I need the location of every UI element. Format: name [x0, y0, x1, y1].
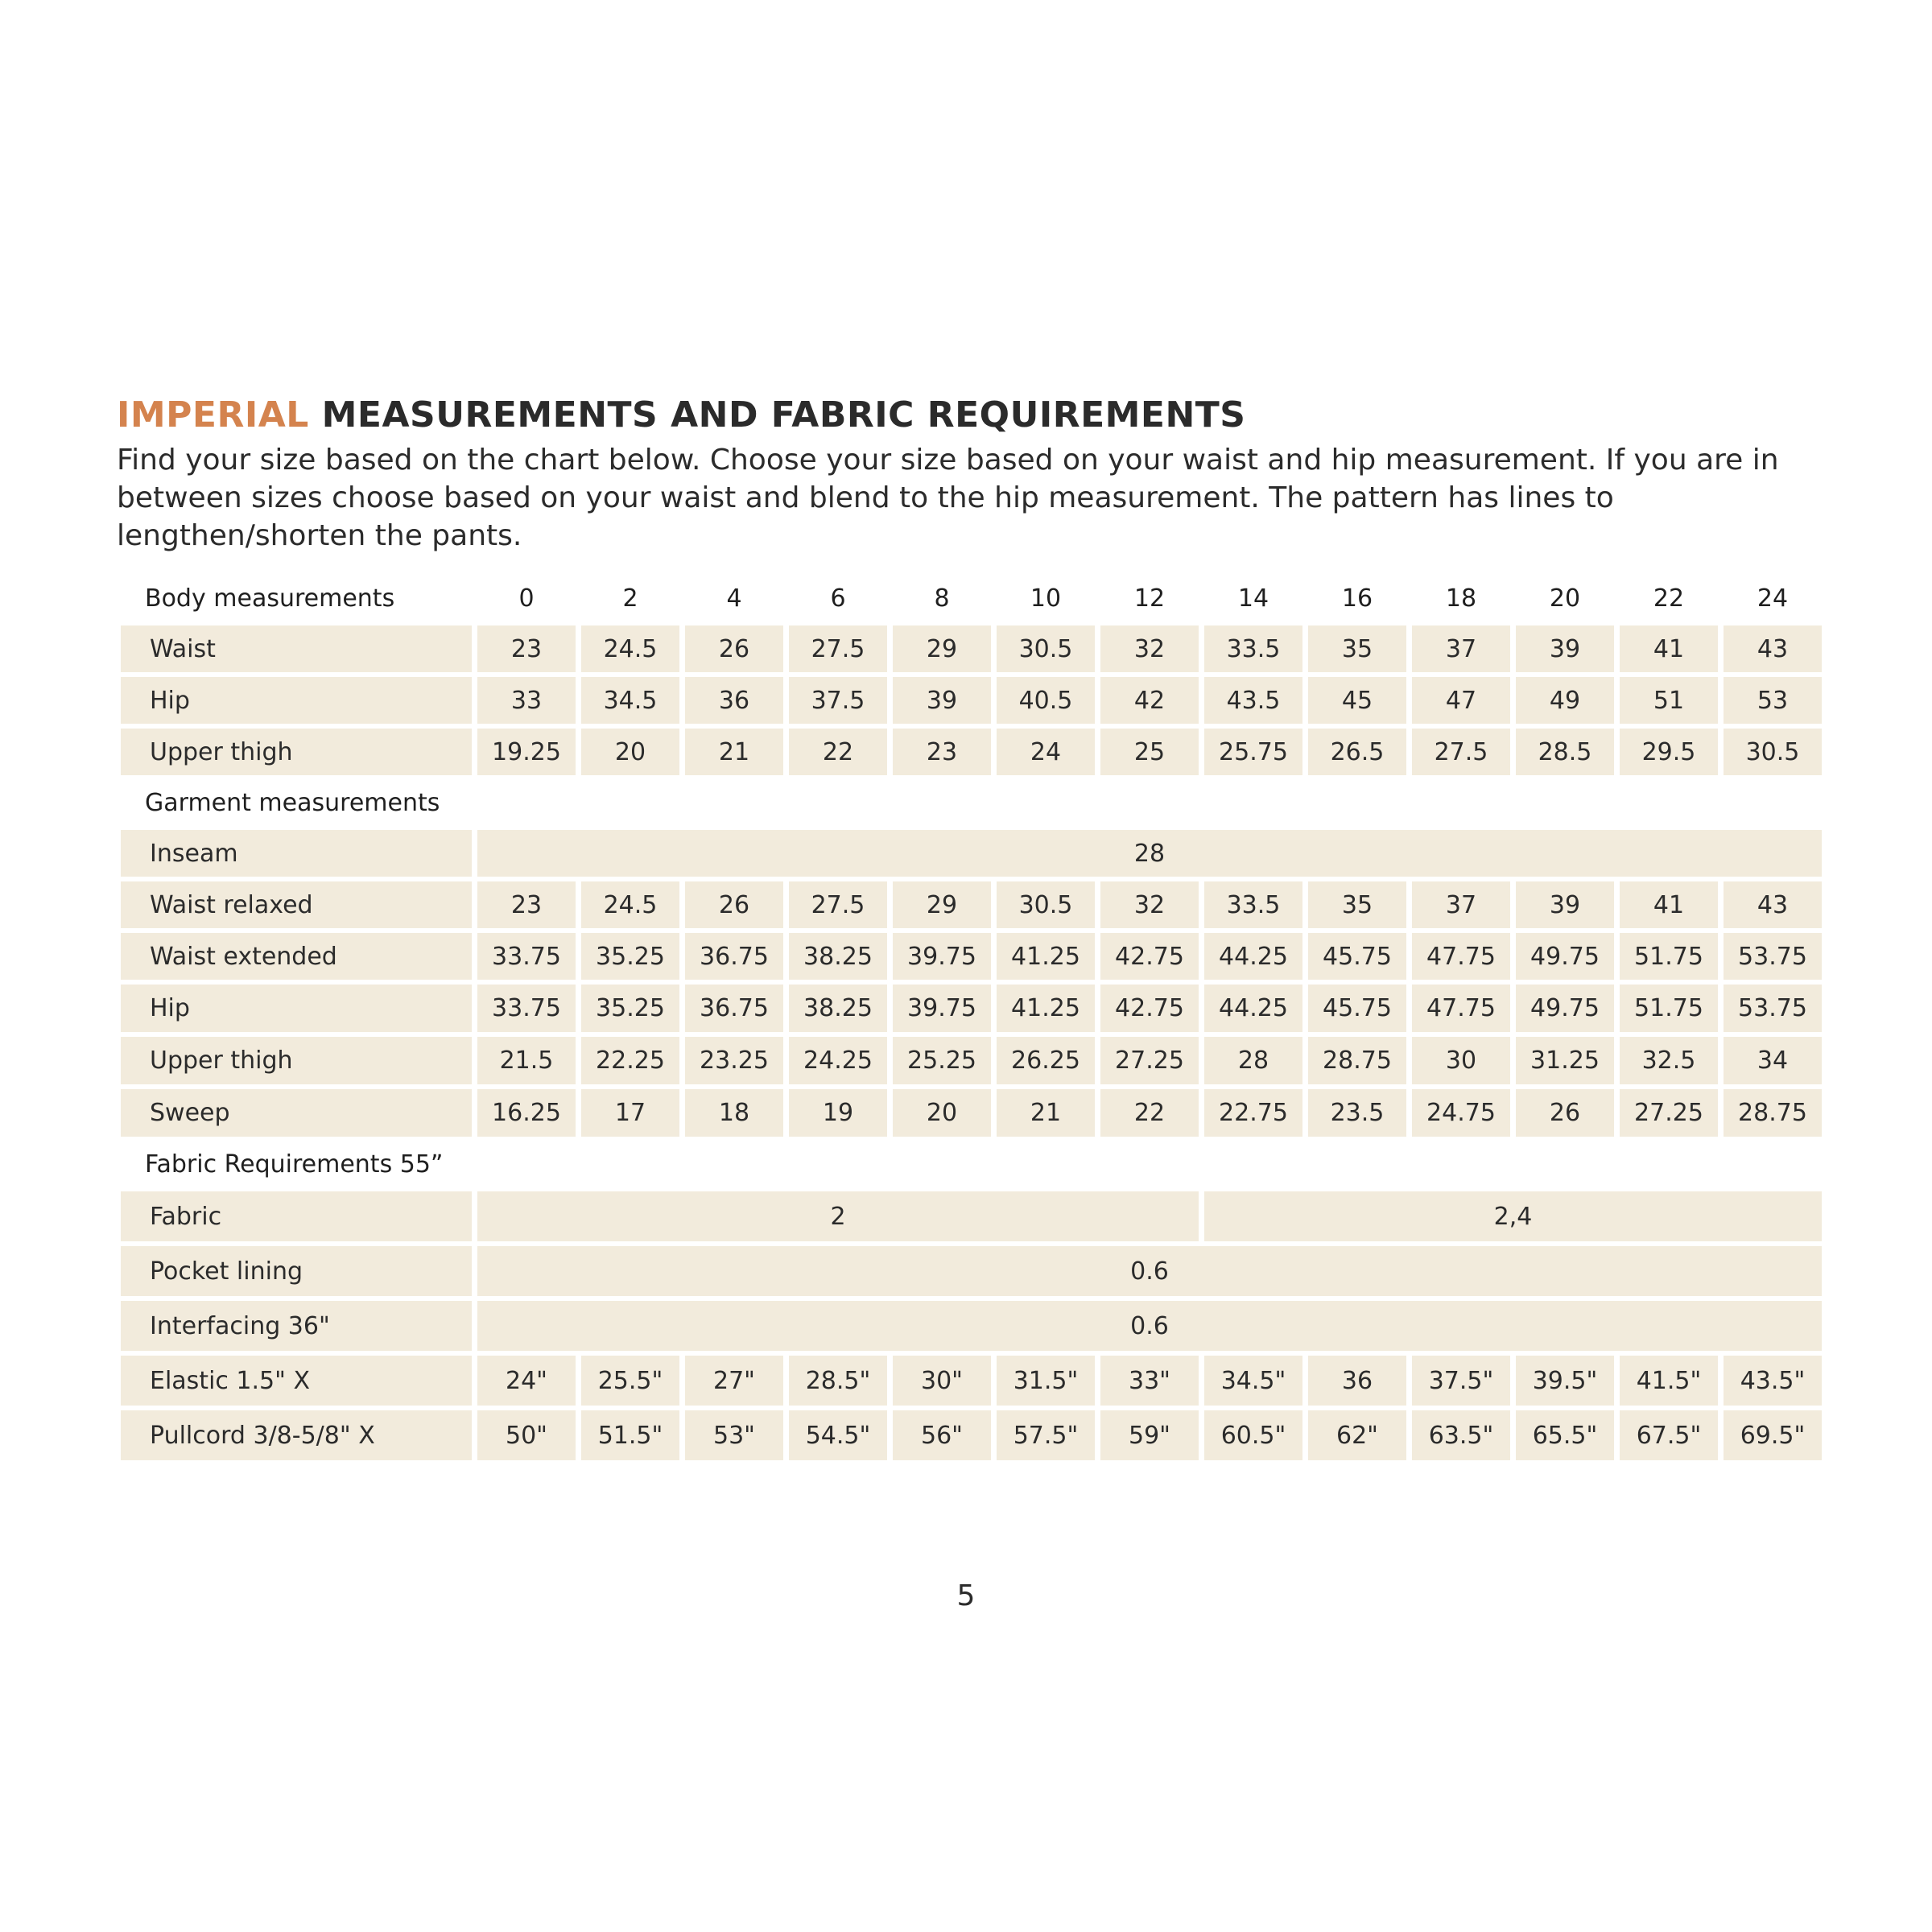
- table-cell: 51.5": [581, 1410, 679, 1460]
- table-cell: 23.5: [1308, 1089, 1406, 1137]
- table-cell: 43: [1724, 881, 1822, 928]
- table-cell: 43.5": [1724, 1356, 1822, 1406]
- table-cell: 47.75: [1412, 933, 1510, 980]
- section-title-fabric: Fabric Requirements 55”: [145, 1150, 444, 1179]
- table-cell: 33": [1100, 1356, 1199, 1406]
- table-cell: 36: [685, 677, 783, 724]
- heading-rest: MEASUREMENTS AND FABRIC REQUIREMENTS: [308, 394, 1246, 436]
- table-cell: 69.5": [1724, 1410, 1822, 1460]
- section-title-body: Body measurements: [145, 584, 395, 613]
- table-cell: 51: [1620, 677, 1718, 724]
- table-cell: 53: [1724, 677, 1822, 724]
- heading-accent: IMPERIAL: [117, 394, 309, 436]
- table-cell: 45: [1308, 677, 1406, 724]
- table-cell: 26: [685, 625, 783, 672]
- table-cell: 41.25: [997, 985, 1095, 1032]
- table-cell-span: 2,4: [1204, 1191, 1822, 1241]
- row-label: Hip: [121, 985, 472, 1032]
- table-cell: 25.5": [581, 1356, 679, 1406]
- page-heading: [117, 394, 1246, 436]
- table-cell-span: 0.6: [477, 1301, 1822, 1351]
- row-label: Inseam: [121, 830, 472, 877]
- table-cell: 36.75: [685, 933, 783, 980]
- table-cell: 28: [1204, 1037, 1302, 1084]
- table-cell: 47.75: [1412, 985, 1510, 1032]
- table-cell: 35.25: [581, 933, 679, 980]
- table-cell: 44.25: [1204, 985, 1302, 1032]
- table-cell: 23: [893, 729, 991, 775]
- table-cell: 25: [1100, 729, 1199, 775]
- row-label: Upper thigh: [121, 1037, 472, 1084]
- table-cell: 57.5": [997, 1410, 1095, 1460]
- row-label: Waist: [121, 625, 472, 672]
- row-label: Sweep: [121, 1089, 472, 1137]
- table-cell: 28.5": [789, 1356, 887, 1406]
- table-cell: 22: [789, 729, 887, 775]
- size-header-0: 0: [518, 584, 535, 613]
- table-cell: 30.5: [1724, 729, 1822, 775]
- table-cell: 33.75: [477, 985, 576, 1032]
- table-cell: 27.5: [1412, 729, 1510, 775]
- table-cell: 37: [1412, 625, 1510, 672]
- table-cell: 41.5": [1620, 1356, 1718, 1406]
- table-cell: 22.25: [581, 1037, 679, 1084]
- row-label: Waist relaxed: [121, 881, 472, 928]
- table-cell: 42: [1100, 677, 1199, 724]
- table-cell: 16.25: [477, 1089, 576, 1137]
- table-cell: 28.75: [1724, 1089, 1822, 1137]
- table-cell: 23: [477, 625, 576, 672]
- table-cell: 22.75: [1204, 1089, 1302, 1137]
- table-cell: 27.5: [789, 625, 887, 672]
- table-cell: 50": [477, 1410, 576, 1460]
- table-cell: 49: [1516, 677, 1614, 724]
- table-cell: 20: [893, 1089, 991, 1137]
- table-cell: 27": [685, 1356, 783, 1406]
- table-cell: 32.5: [1620, 1037, 1718, 1084]
- table-cell: 39.75: [893, 933, 991, 980]
- table-cell: 53.75: [1724, 933, 1822, 980]
- table-cell: 25.25: [893, 1037, 991, 1084]
- table-cell: 21: [997, 1089, 1095, 1137]
- table-cell: 34: [1724, 1037, 1822, 1084]
- table-cell: 23: [477, 881, 576, 928]
- table-cell: 53": [685, 1410, 783, 1460]
- table-cell: 24.5: [581, 625, 679, 672]
- table-cell: 23.25: [685, 1037, 783, 1084]
- table-cell: 60.5": [1204, 1410, 1302, 1460]
- intro-text: Find your size based on the chart below. Choose your size based on your waist and hip measurement. If you are in between sizes choose based on your waist and blend to the hip measurement. The pattern has lines to lengthen/shorten the pants.: [117, 444, 1779, 552]
- table-cell: 35: [1308, 625, 1406, 672]
- table-cell: 24.5: [581, 881, 679, 928]
- table-cell: 34.5": [1204, 1356, 1302, 1406]
- table-cell: 29: [893, 881, 991, 928]
- size-header-12: 12: [1133, 584, 1166, 613]
- table-cell: 38.25: [789, 985, 887, 1032]
- table-cell: 41.25: [997, 933, 1095, 980]
- table-cell: 19.25: [477, 729, 576, 775]
- table-cell: 39: [1516, 881, 1614, 928]
- table-cell: 45.75: [1308, 933, 1406, 980]
- size-header-20: 20: [1549, 584, 1581, 613]
- table-cell: 44.25: [1204, 933, 1302, 980]
- table-cell: 30.5: [997, 881, 1095, 928]
- row-label: Upper thigh: [121, 729, 472, 775]
- table-cell: 49.75: [1516, 933, 1614, 980]
- table-cell: 20: [581, 729, 679, 775]
- table-cell: 62": [1308, 1410, 1406, 1460]
- table-cell: 59": [1100, 1410, 1199, 1460]
- section-title-garment: Garment measurements: [145, 788, 440, 817]
- table-cell: 22: [1100, 1089, 1199, 1137]
- table-cell: 39: [893, 677, 991, 724]
- table-cell: 24.25: [789, 1037, 887, 1084]
- table-cell: 42.75: [1100, 985, 1199, 1032]
- table-cell: 36: [1308, 1356, 1406, 1406]
- table-cell: 29: [893, 625, 991, 672]
- table-cell: 26.25: [997, 1037, 1095, 1084]
- size-header-22: 22: [1653, 584, 1685, 613]
- table-cell: 28.5: [1516, 729, 1614, 775]
- table-cell: 27.25: [1100, 1037, 1199, 1084]
- table-cell: 26.5: [1308, 729, 1406, 775]
- table-cell: 37.5: [789, 677, 887, 724]
- row-label: Interfacing 36": [121, 1301, 472, 1351]
- table-cell: 30.5: [997, 625, 1095, 672]
- table-cell: 29.5: [1620, 729, 1718, 775]
- table-cell: 51.75: [1620, 985, 1718, 1032]
- size-header-24: 24: [1757, 584, 1789, 613]
- table-cell: 41: [1620, 881, 1718, 928]
- table-cell: 33.5: [1204, 881, 1302, 928]
- table-cell: 39: [1516, 625, 1614, 672]
- table-cell: 67.5": [1620, 1410, 1718, 1460]
- table-cell: 27.5: [789, 881, 887, 928]
- table-cell: 54.5": [789, 1410, 887, 1460]
- size-header-14: 14: [1237, 584, 1269, 613]
- table-cell: 30": [893, 1356, 991, 1406]
- size-header-10: 10: [1030, 584, 1062, 613]
- table-cell: 42.75: [1100, 933, 1199, 980]
- row-label: Hip: [121, 677, 472, 724]
- table-cell: 32: [1100, 625, 1199, 672]
- table-cell: 24: [997, 729, 1095, 775]
- size-header-16: 16: [1341, 584, 1373, 613]
- table-cell: 25.75: [1204, 729, 1302, 775]
- table-cell: 41: [1620, 625, 1718, 672]
- table-cell: 39.5": [1516, 1356, 1614, 1406]
- table-cell: 26: [685, 881, 783, 928]
- row-label: Pullcord 3/8-5/8" X: [121, 1410, 472, 1460]
- row-label: Pocket lining: [121, 1246, 472, 1296]
- table-cell: 28.75: [1308, 1037, 1406, 1084]
- size-header-2: 2: [622, 584, 638, 613]
- table-cell: 17: [581, 1089, 679, 1137]
- table-cell: 32: [1100, 881, 1199, 928]
- table-cell-span: 0.6: [477, 1246, 1822, 1296]
- table-cell: 24": [477, 1356, 576, 1406]
- table-cell: 45.75: [1308, 985, 1406, 1032]
- table-cell: 43.5: [1204, 677, 1302, 724]
- table-cell: 43: [1724, 625, 1822, 672]
- row-label: Fabric: [121, 1191, 472, 1241]
- table-cell: 18: [685, 1089, 783, 1137]
- table-cell: 30: [1412, 1037, 1510, 1084]
- table-cell: 33: [477, 677, 576, 724]
- size-header-4: 4: [726, 584, 742, 613]
- table-cell: 34.5: [581, 677, 679, 724]
- table-cell: 51.75: [1620, 933, 1718, 980]
- row-label: Elastic 1.5" X: [121, 1356, 472, 1406]
- table-cell: 26: [1516, 1089, 1614, 1137]
- table-cell: 65.5": [1516, 1410, 1614, 1460]
- table-cell: 33.75: [477, 933, 576, 980]
- table-cell: 21: [685, 729, 783, 775]
- table-cell: 27.25: [1620, 1089, 1718, 1137]
- table-cell: 33.5: [1204, 625, 1302, 672]
- table-cell: 37: [1412, 881, 1510, 928]
- table-cell: 36.75: [685, 985, 783, 1032]
- table-cell: 35: [1308, 881, 1406, 928]
- table-cell: 63.5": [1412, 1410, 1510, 1460]
- table-cell: 31.5": [997, 1356, 1095, 1406]
- size-header-6: 6: [830, 584, 846, 613]
- size-header-18: 18: [1445, 584, 1477, 613]
- row-label: Waist extended: [121, 933, 472, 980]
- table-cell: 39.75: [893, 985, 991, 1032]
- table-cell-span: 2: [477, 1191, 1199, 1241]
- table-cell-span: 28: [477, 830, 1822, 877]
- table-cell: 19: [789, 1089, 887, 1137]
- page-number: 5: [956, 1579, 976, 1612]
- table-cell: 21.5: [477, 1037, 576, 1084]
- table-cell: 31.25: [1516, 1037, 1614, 1084]
- table-cell: 37.5": [1412, 1356, 1510, 1406]
- table-cell: 40.5: [997, 677, 1095, 724]
- table-cell: 35.25: [581, 985, 679, 1032]
- table-cell: 56": [893, 1410, 991, 1460]
- table-cell: 24.75: [1412, 1089, 1510, 1137]
- measurement-table: [121, 576, 1822, 1460]
- size-header-8: 8: [934, 584, 950, 613]
- table-cell: 47: [1412, 677, 1510, 724]
- table-cell: 38.25: [789, 933, 887, 980]
- table-cell: 53.75: [1724, 985, 1822, 1032]
- table-cell: 49.75: [1516, 985, 1614, 1032]
